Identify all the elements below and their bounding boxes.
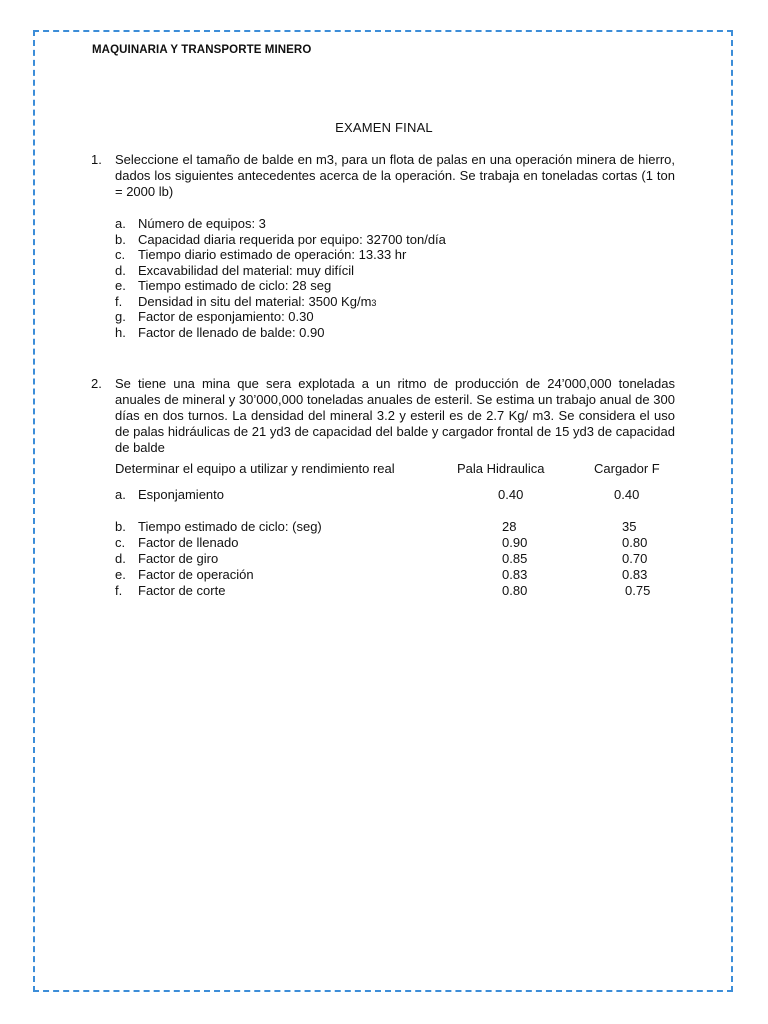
- item-text: Factor de esponjamiento: 0.30: [138, 309, 314, 324]
- row-letter: b.: [115, 519, 126, 534]
- row-label: Factor de llenado: [138, 535, 239, 550]
- row-value-cargador: 0.40: [614, 487, 640, 502]
- row-letter: a.: [115, 487, 126, 502]
- row-value-pala: 0.85: [502, 551, 528, 566]
- item-letter: d.: [115, 262, 126, 278]
- row-letter: c.: [115, 535, 126, 550]
- exam-title: EXAMEN FINAL: [335, 120, 433, 135]
- row-label: Esponjamiento: [138, 487, 224, 502]
- row-label: Factor de giro: [138, 551, 219, 566]
- row-letter: f.: [115, 583, 123, 598]
- item-letter: a.: [115, 216, 126, 231]
- item-text: Excavabilidad del material: muy difícil: [138, 262, 355, 278]
- row-value-cargador: 35: [622, 519, 637, 534]
- item-text: Factor de llenado de balde: 0.90: [138, 324, 325, 340]
- item-text: Número de equipos: 3: [138, 216, 266, 231]
- question-1-number: 1.: [91, 152, 102, 167]
- item-letter: c.: [115, 247, 126, 262]
- row-letter: e.: [115, 567, 126, 582]
- row-label: Tiempo estimado de ciclo: (seg): [138, 519, 322, 534]
- column-header-pala: Pala Hidraulica: [457, 461, 545, 476]
- question-1-text: Seleccione el tamaño de balde en m3, para un flota de palas en una operación minera de hierro, dados los siguientes antecedentes acerca de la operación. Se trabaja en toneladas cortas (1 ton = 2000 lb): [115, 152, 675, 199]
- item-text: Tiempo estimado de ciclo: 28 seg: [138, 278, 332, 293]
- item-letter: h.: [115, 324, 126, 340]
- row-value-cargador: 0.70: [622, 551, 648, 566]
- row-value-cargador: 0.75: [625, 583, 651, 598]
- row-value-pala: 0.90: [502, 535, 528, 550]
- question-2-number: 2.: [91, 376, 102, 391]
- row-value-cargador: 0.80: [622, 535, 648, 550]
- item-text: Tiempo diario estimado de operación: 13.33 hr: [138, 247, 407, 262]
- item-letter: g.: [115, 309, 126, 324]
- item-letter: e.: [115, 278, 126, 293]
- item-letter: f.: [115, 293, 123, 309]
- item-letter: b.: [115, 231, 126, 247]
- row-value-pala: 28: [502, 519, 517, 534]
- column-header-cargador: Cargador F: [594, 461, 660, 476]
- item-text: Capacidad diaria requerida por equipo: 32700 ton/día: [138, 231, 446, 247]
- row-value-pala: 0.80: [502, 583, 528, 598]
- unit-subscript: 3: [371, 297, 377, 308]
- determine-label: Determinar el equipo a utilizar y rendimiento real: [115, 461, 395, 476]
- row-value-pala: 0.40: [498, 487, 524, 502]
- row-label: Factor de operación: [138, 567, 254, 582]
- course-header: MAQUINARIA Y TRANSPORTE MINERO: [92, 44, 312, 56]
- row-letter: d.: [115, 551, 126, 566]
- question-2-text: Se tiene una mina que sera explotada a un ritmo de producción de 24’000,000 toneladas anuales de mineral y 30’000,000 toneladas anuales de esteril. Se estima un trabajo anual de 300 días en dos turnos. La densidad del mineral 3.2 y esteril es de 2.7 Kg/ m3. Se considera el uso de palas hidráulicas de 21 yd3 de capacidad del balde y cargador frontal de 15 yd3 de capacidad de balde: [115, 376, 675, 455]
- item-text-main: Densidad in situ del material: 3500 Kg/m: [138, 293, 372, 309]
- row-value-pala: 0.83: [502, 567, 528, 582]
- row-label: Factor de corte: [138, 583, 226, 598]
- row-value-cargador: 0.83: [622, 567, 648, 582]
